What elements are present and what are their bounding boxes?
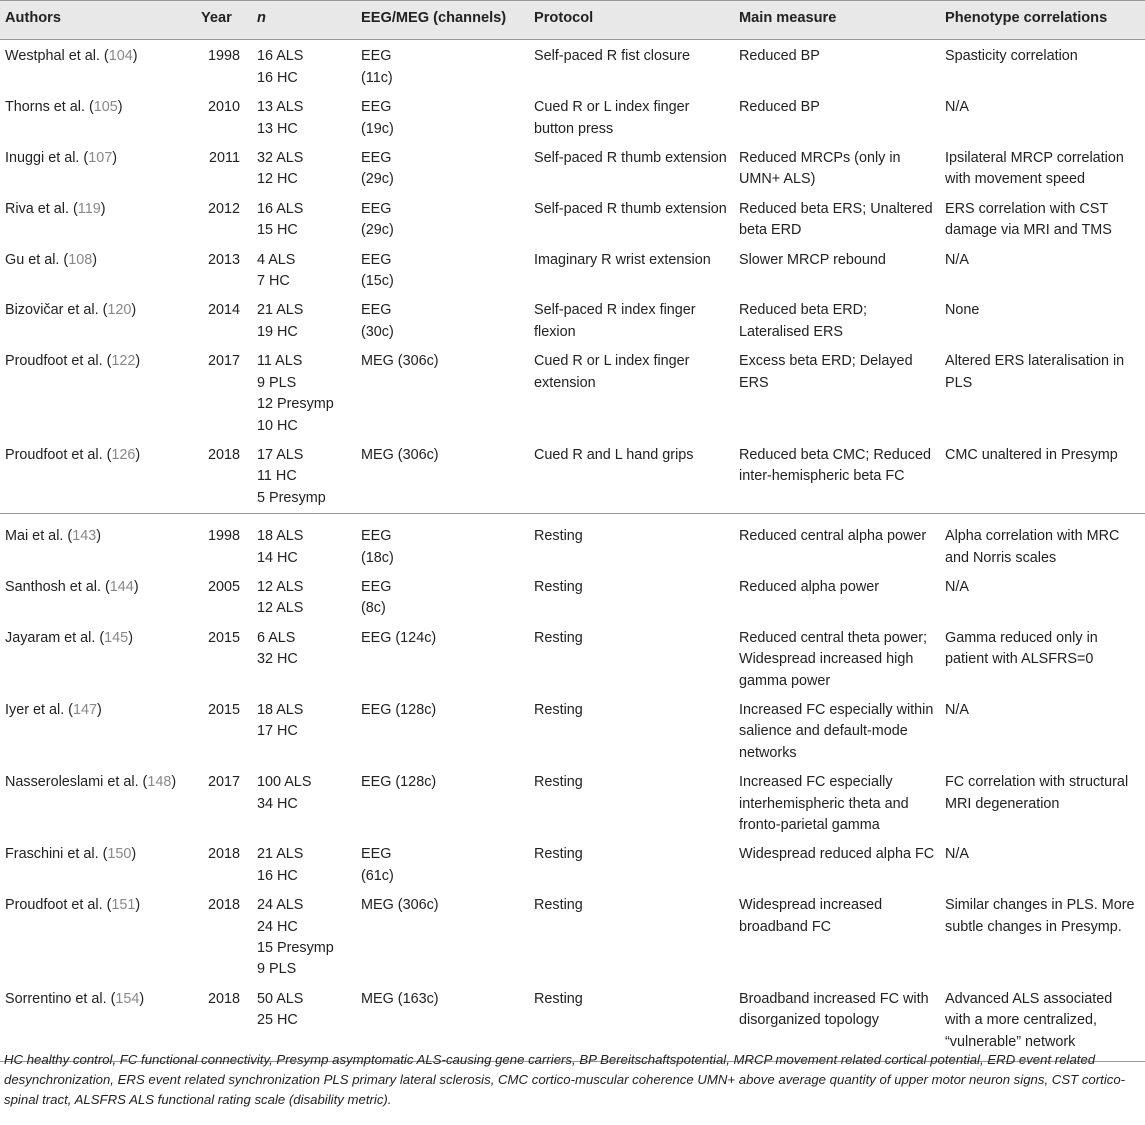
cell-phenotype: FC correlation with structural MRI degeneration	[945, 774, 1129, 812]
channels-line: (15c)	[361, 273, 394, 290]
table-row	[0, 93, 1145, 144]
cell-authors	[0, 768, 196, 840]
cell-authors	[0, 195, 196, 246]
author-name: Westphal et al. (	[5, 48, 109, 65]
cell-phenotype: ERS correlation with CST damage via MRI and TMS	[945, 200, 1112, 239]
closing-paren: )	[135, 353, 141, 370]
table-row	[0, 441, 1145, 514]
n-line: 34 HC	[257, 795, 298, 812]
n-line: 14 HC	[257, 549, 298, 566]
n-line: 15 HC	[257, 222, 298, 239]
cell-phenotype: Gamma reduced only in patient with ALSFRS=0	[945, 629, 1098, 668]
closing-paren: )	[135, 897, 141, 914]
n-line: 11 HC	[257, 468, 297, 485]
reference-link[interactable]: 148	[147, 774, 172, 791]
channels-line: MEG (306c)	[361, 353, 439, 370]
closing-paren: )	[135, 446, 141, 463]
cell-protocol: Resting	[534, 701, 583, 718]
cell-main-measure: Widespread reduced alpha FC	[739, 846, 935, 863]
reference-link[interactable]: 120	[107, 302, 132, 319]
author-name: Inuggi et al. (	[5, 150, 89, 167]
cell-year: 2018	[207, 846, 240, 863]
closing-paren: )	[139, 990, 145, 1007]
channels-line: EEG (128c)	[361, 701, 437, 718]
cell-n	[252, 195, 356, 246]
cell-authors	[0, 347, 196, 441]
cell-n	[252, 624, 356, 696]
table-row	[0, 296, 1145, 347]
cell-n	[252, 891, 356, 985]
n-line: 17 ALS	[257, 446, 304, 463]
cell-year: 2012	[207, 200, 240, 217]
n-line: 11 ALS	[257, 353, 303, 370]
cell-year: 2011	[209, 150, 240, 167]
table-row	[0, 347, 1145, 441]
header-n: n	[252, 1, 356, 40]
channels-line: (29c)	[361, 222, 394, 239]
cell-authors	[0, 840, 196, 891]
header-main-measure: Main measure	[734, 1, 940, 40]
channels-line: (11c)	[361, 69, 393, 86]
channels-line: EEG	[361, 846, 392, 863]
reference-link[interactable]: 122	[111, 353, 136, 370]
table-row	[0, 246, 1145, 297]
table-row	[0, 144, 1145, 195]
cell-channels	[356, 441, 529, 514]
cell-channels	[356, 514, 529, 573]
cell-authors	[0, 514, 196, 573]
cell-protocol: Resting	[534, 774, 583, 791]
cell-n	[252, 514, 356, 573]
n-line: 6 ALS	[257, 629, 296, 646]
n-line: 18 ALS	[257, 528, 304, 545]
cell-main-measure: Reduced BP	[739, 48, 820, 65]
closing-paren: )	[133, 578, 139, 595]
cell-phenotype: Spasticity correlation	[945, 48, 1078, 65]
cell-phenotype: Ipsilateral MRCP correlation with movement speed	[945, 150, 1124, 188]
table-row	[0, 195, 1145, 246]
reference-link[interactable]: 107	[88, 150, 113, 167]
table-row	[0, 891, 1145, 985]
cell-channels	[356, 696, 529, 768]
cell-year: 1998	[207, 48, 240, 65]
author-name: Bizovičar et al. (	[5, 302, 108, 319]
header-channels: EEG/MEG (channels)	[356, 1, 529, 40]
cell-main-measure: Reduced beta ERD; Lateralised ERS	[739, 302, 867, 340]
channels-line: MEG (306c)	[361, 446, 439, 463]
author-name: Proudfoot et al. (	[5, 446, 112, 463]
cell-main-measure: Reduced MRCPs (only in UMN+ ALS)	[739, 150, 901, 188]
n-line: 32 ALS	[257, 150, 304, 167]
cell-phenotype: None	[945, 302, 980, 319]
author-name: Iyer et al. (	[5, 701, 73, 718]
cell-protocol: Resting	[534, 578, 583, 595]
table-row	[0, 573, 1145, 624]
channels-line: MEG (306c)	[361, 897, 439, 914]
cell-main-measure: Reduced beta CMC; Reduced inter-hemispheric beta FC	[739, 446, 931, 485]
cell-phenotype: N/A	[945, 701, 969, 718]
cell-protocol: Self-paced R thumb extension	[534, 200, 727, 217]
cell-main-measure: Excess beta ERD; Delayed ERS	[739, 353, 913, 391]
reference-link[interactable]: 145	[104, 629, 129, 646]
header-phenotype-correlations: Phenotype correlations	[940, 1, 1145, 40]
cell-n	[252, 144, 356, 195]
cell-channels	[356, 246, 529, 297]
cell-phenotype: N/A	[945, 578, 969, 595]
cell-authors	[0, 891, 196, 985]
cell-channels	[356, 40, 529, 93]
cell-phenotype: Altered ERS lateralisation in PLS	[945, 353, 1125, 391]
reference-link[interactable]: 147	[72, 701, 97, 718]
n-line: 17 HC	[257, 723, 298, 740]
cell-year: 2015	[207, 701, 240, 718]
cell-protocol: Self-paced R index finger flexion	[534, 302, 696, 340]
table-footnote: HC healthy control, FC functional connectivity, Presymp asymptomatic ALS-causing gene carriers, BP Bereitschaftspotential, MRCP movement related cortical potential, ERD event related desynchronization, ERS event related synchronization PLS primary lateral sclerosis, CMC cortico-muscular coherence UMN+ above average quantity of upper motor neuron signs, CST cortico-spinal tract, ALSFRS ALS functional rating scale (disability metric).	[4, 1052, 1126, 1107]
cell-year: 2018	[207, 446, 240, 463]
cell-protocol: Self-paced R thumb extension	[534, 150, 727, 167]
cell-phenotype: N/A	[945, 251, 969, 268]
channels-line: (29c)	[361, 171, 394, 188]
author-name: Santhosh et al. (	[5, 578, 110, 595]
cell-phenotype: Alpha correlation with MRC and Norris scales	[940, 514, 1145, 573]
channels-line: (61c)	[361, 867, 394, 884]
channels-line: EEG (128c)	[361, 774, 437, 791]
reference-link[interactable]: 108	[68, 251, 93, 268]
cell-year: 2005	[207, 578, 240, 595]
cell-year: 2018	[196, 985, 252, 1062]
cell-main-measure: Reduced beta ERS; Unaltered beta ERD	[739, 200, 933, 239]
closing-paren: )	[100, 200, 106, 217]
author-name: Mai et al. (	[5, 528, 73, 545]
channels-line: EEG (124c)	[361, 629, 437, 646]
cell-authors	[0, 93, 196, 144]
closing-paren: )	[96, 528, 101, 545]
cell-protocol: Resting	[529, 985, 734, 1062]
channels-line: MEG (163c)	[361, 990, 439, 1007]
n-line: 9 PLS	[257, 961, 297, 978]
closing-paren: )	[128, 629, 133, 646]
cell-protocol: Resting	[534, 897, 583, 914]
channels-line: (18c)	[361, 549, 394, 566]
cell-channels	[356, 624, 529, 696]
n-line: 50 ALS	[257, 990, 304, 1007]
cell-n	[252, 696, 356, 768]
n-line: 24 ALS	[257, 897, 304, 914]
cell-n	[252, 40, 356, 93]
cell-phenotype: CMC unaltered in Presymp	[945, 446, 1118, 463]
cell-main-measure: Reduced alpha power	[739, 578, 880, 595]
author-name: Jayaram et al. (	[5, 629, 105, 646]
n-line: 24 HC	[257, 918, 298, 935]
channels-line: (30c)	[361, 323, 394, 340]
closing-paren: )	[132, 48, 138, 65]
channels-line: EEG	[361, 48, 392, 65]
cell-protocol: Cued R and L hand grips	[534, 446, 694, 463]
closing-paren: )	[97, 701, 102, 718]
n-line: 16 ALS	[257, 200, 304, 217]
cell-n	[252, 347, 356, 441]
cell-n	[252, 573, 356, 624]
cell-protocol: Resting	[534, 629, 583, 646]
n-line: 7 HC	[257, 273, 290, 290]
cell-protocol: Resting	[529, 514, 734, 573]
cell-authors	[0, 624, 196, 696]
table-header	[0, 1, 1145, 40]
author-name: Proudfoot et al. (	[5, 897, 112, 914]
reference-link[interactable]: 144	[109, 578, 134, 595]
n-line: 100 ALS	[257, 774, 312, 791]
cell-authors	[0, 246, 196, 297]
cell-authors	[0, 40, 196, 93]
table-body	[0, 40, 1145, 1062]
channels-line: EEG	[361, 528, 392, 545]
cell-channels	[356, 840, 529, 891]
cell-n	[252, 93, 356, 144]
author-name: Nasseroleslami et al. (	[5, 774, 148, 791]
reference-link[interactable]: 126	[111, 446, 136, 463]
cell-n	[252, 840, 356, 891]
cell-year: 2013	[207, 251, 240, 268]
cell-phenotype: N/A	[945, 99, 969, 116]
cell-main-measure: Reduced central theta power; Widespread increased high gamma power	[739, 629, 927, 689]
reference-link[interactable]: 104	[108, 48, 133, 65]
author-name: Gu et al. (	[5, 251, 69, 268]
cell-year: 2018	[207, 897, 240, 914]
channels-line: EEG	[361, 251, 392, 268]
header-year: Year	[196, 1, 252, 40]
cell-n	[252, 246, 356, 297]
cell-protocol: Cued R or L index finger button press	[534, 99, 690, 137]
cell-channels	[356, 144, 529, 195]
channels-line: EEG	[361, 302, 392, 319]
cell-main-measure: Increased FC especially within salience and default-mode networks	[739, 701, 934, 761]
cell-n	[252, 768, 356, 840]
table-row	[0, 40, 1145, 93]
n-line: 21 ALS	[257, 302, 304, 319]
closing-paren: )	[171, 774, 177, 791]
header-protocol: Protocol	[529, 1, 734, 40]
cell-authors	[0, 296, 196, 347]
n-line: 15 Presymp	[257, 940, 334, 957]
channels-line: EEG	[361, 200, 392, 217]
n-line: 12 ALS	[257, 578, 304, 595]
channels-line: (19c)	[361, 120, 394, 137]
n-line: 5 Presymp	[257, 489, 326, 506]
n-line: 18 ALS	[257, 701, 304, 718]
closing-paren: )	[131, 302, 137, 319]
closing-paren: )	[117, 99, 123, 116]
reference-link[interactable]: 154	[115, 990, 140, 1007]
cell-year: 2017	[207, 353, 240, 370]
n-line: 16 HC	[257, 867, 298, 884]
n-line: 13 ALS	[257, 99, 304, 116]
reference-link[interactable]: 105	[93, 99, 118, 116]
header-row	[0, 1, 1145, 40]
n-line: 12 Presymp	[257, 396, 334, 413]
cell-phenotype: Similar changes in PLS. More subtle changes in Presymp.	[945, 897, 1135, 935]
header-authors: Authors	[0, 1, 196, 40]
cell-protocol: Imaginary R wrist extension	[534, 251, 711, 268]
cell-channels	[356, 195, 529, 246]
author-name: Proudfoot et al. (	[5, 353, 112, 370]
reference-link[interactable]: 143	[72, 528, 97, 545]
n-line: 12 ALS	[257, 600, 304, 617]
cell-main-measure: Slower MRCP rebound	[739, 251, 886, 268]
cell-authors	[0, 144, 196, 195]
n-line: 12 HC	[257, 171, 298, 188]
author-name: Thorns et al. (	[5, 99, 94, 116]
cell-year: 2010	[207, 99, 240, 116]
cell-channels	[356, 347, 529, 441]
table-row	[0, 840, 1145, 891]
closing-paren: )	[131, 846, 137, 863]
n-line: 16 ALS	[257, 48, 304, 65]
reference-link[interactable]: 119	[77, 200, 101, 217]
cell-main-measure: Widespread increased broadband FC	[739, 897, 883, 935]
n-line: 25 HC	[257, 1012, 298, 1029]
n-line: 19 HC	[257, 323, 298, 340]
cell-channels	[356, 573, 529, 624]
cell-channels	[356, 891, 529, 985]
closing-paren: )	[92, 251, 97, 268]
n-line: 21 ALS	[257, 846, 304, 863]
table-row	[0, 624, 1145, 696]
cell-year: 2015	[207, 629, 240, 646]
cell-main-measure: Increased FC especially interhemispheric theta and fronto-parietal gamma	[739, 774, 909, 833]
cell-main-measure: Reduced central alpha power	[734, 514, 940, 573]
table-row	[0, 514, 1145, 573]
closing-paren: )	[112, 150, 118, 167]
cell-year: 2017	[207, 774, 240, 791]
cell-phenotype: Advanced ALS associated with a more centralized, “vulnerable” network	[940, 985, 1145, 1062]
cell-channels	[356, 768, 529, 840]
cell-protocol: Resting	[534, 846, 583, 863]
author-name: Riva et al. (	[5, 200, 78, 217]
cell-protocol: Self-paced R fist closure	[534, 48, 690, 65]
cell-phenotype: N/A	[945, 846, 969, 863]
channels-line: EEG	[361, 150, 392, 167]
reference-link[interactable]: 150	[107, 846, 132, 863]
cell-main-measure: Reduced BP	[739, 99, 820, 116]
cell-protocol: Cued R or L index finger extension	[534, 353, 690, 391]
cell-authors	[0, 696, 196, 768]
cell-n	[252, 296, 356, 347]
n-line: 32 HC	[257, 651, 298, 668]
channels-line: EEG	[361, 99, 392, 116]
cell-authors	[0, 573, 196, 624]
cell-main-measure: Broadband increased FC with disorganized topology	[734, 985, 940, 1062]
cell-channels	[356, 93, 529, 144]
channels-line: EEG	[361, 578, 392, 595]
cell-year: 2014	[207, 302, 240, 319]
table-row	[0, 768, 1145, 840]
cell-channels	[356, 296, 529, 347]
n-line: 10 HC	[257, 417, 298, 434]
n-line: 13 HC	[257, 120, 298, 137]
author-name: Fraschini et al. (	[5, 846, 108, 863]
author-name: Sorrentino et al. (	[5, 990, 116, 1007]
n-line: 9 PLS	[257, 374, 297, 391]
reference-link[interactable]: 151	[111, 897, 136, 914]
n-line: 16 HC	[257, 69, 298, 86]
cell-authors	[0, 441, 196, 514]
table-row	[0, 696, 1145, 768]
channels-line: (8c)	[361, 600, 386, 617]
cell-n	[252, 441, 356, 514]
n-line: 4 ALS	[257, 251, 296, 268]
cell-year: 1998	[196, 514, 252, 573]
